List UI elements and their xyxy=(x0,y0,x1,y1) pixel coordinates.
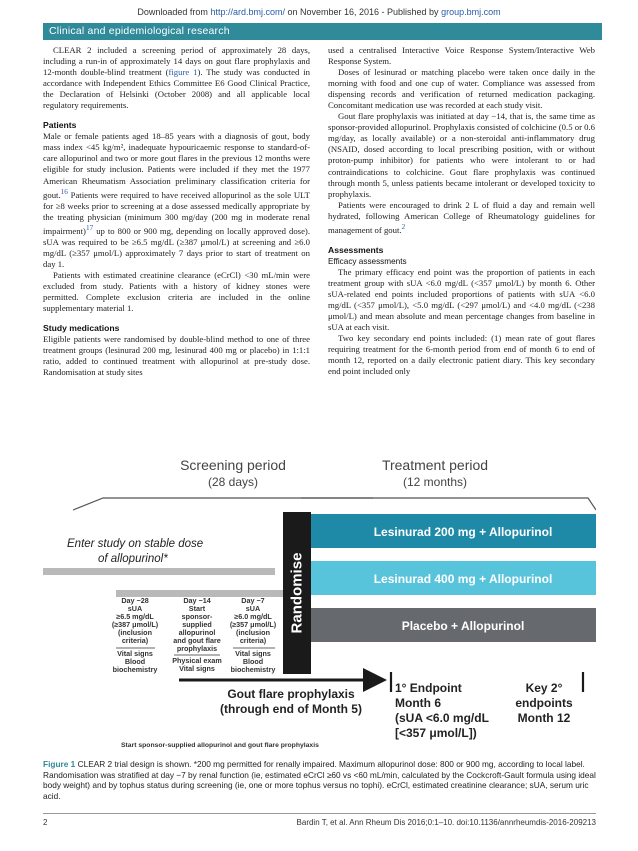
visit-day-28 xyxy=(112,596,159,674)
section-title-bar: Clinical and epidemiological research xyxy=(43,23,602,40)
treatment-period-subtitle: (12 months) xyxy=(402,475,468,489)
svg-text:Day −14: Day −14 xyxy=(183,596,211,605)
svg-text:sUA: sUA xyxy=(245,604,261,613)
patients-heading: Patients xyxy=(43,120,77,131)
svg-text:≥6.0 mg/dL: ≥6.0 mg/dL xyxy=(234,612,272,621)
svg-text:Day −28: Day −28 xyxy=(121,596,149,605)
svg-text:prophylaxis: prophylaxis xyxy=(176,644,218,653)
visit-day-14 xyxy=(172,596,222,673)
screening-bracket xyxy=(73,498,373,510)
prophylaxis-label-1: Gout flare prophylaxis xyxy=(227,687,355,701)
page-number: 2 xyxy=(43,818,48,827)
prophylaxis-label-2: (through end of Month 5) xyxy=(220,702,362,716)
primary-endpoint-1: 1° Endpoint xyxy=(395,681,462,695)
key-secondary-1: Key 2° xyxy=(525,681,563,695)
assessments-heading: Assessments xyxy=(328,244,384,255)
figure-1-link[interactable]: figure 1 xyxy=(168,67,198,78)
svg-text:Blood: Blood xyxy=(124,657,146,666)
svg-text:(≥387 μmol/L): (≥387 μmol/L) xyxy=(111,620,159,629)
svg-text:≥6.5 mg/dL: ≥6.5 mg/dL xyxy=(116,612,154,621)
svg-text:biochemistry: biochemistry xyxy=(112,665,158,674)
dosing-paragraph: Doses of lesinurad or matching placebo were taken once daily in the morning with food and one cup of water. Compliance was assessed from dispensing records and verification of returned medication packaging. Concomitant medication use was recorded at each study visit. xyxy=(328,67,595,111)
hydration-paragraph: Patients were encouraged to drink 2 L of fluid a day and remain well hydrated, following American College of Rheumatology guidelines for management of gout.$^2$ xyxy=(328,199,595,235)
arm-3-label: Placebo + Allopurinol xyxy=(401,619,525,633)
svg-text:Physical exam: Physical exam xyxy=(172,656,222,665)
svg-text:Blood: Blood xyxy=(242,657,264,666)
ref-17[interactable]: 17 xyxy=(85,223,94,232)
svg-text:Vital signs: Vital signs xyxy=(117,649,153,658)
prophylaxis-paragraph: Gout flare prophylaxis was initiated at day −14, that is, the same time as sponsor-provided allopurinol. Prophylaxis consisted of colchicine (0.5 or 0.6 mg/day, as locally available) or a non-steroidal anti-inflammatory drug (NSAID, dosed according to local prescribing position, with or without proton-pump inhibitor) for patients who were intolerant to or had contraindications to colchicine. Gout flare prophylaxis was continued through month 5, unless patients became intolerant or developed toxicity to prophylaxis. xyxy=(328,111,595,199)
ivrs-paragraph: used a centralised Interactive Voice Response System/Interactive Web Response System. xyxy=(328,45,595,67)
svg-text:(inclusion: (inclusion xyxy=(236,628,270,637)
enter-study-line1: Enter study on stable dose xyxy=(67,538,204,550)
arm-1-label: Lesinurad 200 mg + Allopurinol xyxy=(373,525,553,539)
arm-2-label: Lesinurad 400 mg + Allopurinol xyxy=(373,572,553,586)
treatment-bracket xyxy=(301,498,596,510)
svg-text:criteria): criteria) xyxy=(121,636,149,645)
figure-label: Figure 1 xyxy=(43,759,76,769)
allopurinol-bar-upper xyxy=(43,568,275,575)
efficacy-subheading: Efficacy assessments xyxy=(328,256,407,266)
ref-2[interactable]: 2 xyxy=(401,222,406,231)
svg-text:Day −7: Day −7 xyxy=(241,596,265,605)
svg-text:Vital signs: Vital signs xyxy=(235,649,271,658)
medications-paragraph: Eligible patients were randomised by double-blind method to one of three treatment groups (lesinurad 200 mg, lesinurad 400 mg or placebo) in 1:1:1 ratio, added to continued treatment with allopurinol at pre-study dose. Randomisation at study sites xyxy=(43,333,310,378)
figure-caption: Figure 1 CLEAR 2 trial design is shown. *200 mg permitted for renally impaired. Maximum allopurinol dose: 800 or 900 mg, according to local label. Randomisation was stratified at day −7 by renal function (ie, estimated eCrCl ≥60 vs <60 mL/min, calculated by the Cockcroft-Gault formula using ideal body weight) and by tophus status during screening (ie, one or more tophus versus no tophi). eCrCl, estimated creatinine clearance; sUA, serum uric acid. xyxy=(43,759,596,801)
right-column xyxy=(328,45,595,377)
exclusion-paragraph: Patients with estimated creatinine clearance (eCrCl) <30 mL/min were excluded from study. Patients with a history of kidney stones were permitted. Complete exclusion criteria are included in the online supplementary material 1. xyxy=(43,269,310,313)
footer-rule xyxy=(43,813,596,814)
svg-text:biochemistry: biochemistry xyxy=(230,665,276,674)
trial-design-figure xyxy=(43,450,596,755)
svg-text:allopurinol: allopurinol xyxy=(178,628,216,637)
ard-link[interactable]: http://ard.bmj.com/ xyxy=(210,7,285,17)
svg-text:sUA: sUA xyxy=(127,604,143,613)
left-column xyxy=(43,45,310,378)
page-footer xyxy=(43,818,596,827)
trial-design-diagram xyxy=(43,450,596,755)
study-medications-heading: Study medications xyxy=(43,322,120,333)
screening-period-title: Screening period xyxy=(180,457,286,473)
primary-endpoint-2: Month 6 xyxy=(395,696,441,710)
secondary-endpoint-paragraph: Two key secondary end points included: (1) mean rate of gout flares requiring treatment for the 6-month period from end of month 6 to end of month 12, reported on a daily electronic patient diary. This key secondary end point included only xyxy=(328,333,595,377)
svg-text:sponsor-: sponsor- xyxy=(181,612,213,621)
primary-endpoint-4: [<357 μmol/L]) xyxy=(395,726,477,740)
citation: Bardin T, et al. Ann Rheum Dis 2016;0:1–10. doi:10.1136/annrheumdis-2016-209213 xyxy=(296,818,596,827)
patients-paragraph: Male or female patients aged 18–85 years with a diagnosis of gout, body mass index <45 kg/m², inadequate hypouricaemic response to standard-of-care allopurinol and two or more gout flares in the previous 12 months were eligible for study inclusion. Patients were included if they met the 1977 American Rheumatism Association preliminary classification criteria for gout.$^{16}$ Patients were required to have received allopurinol as the sole ULT for ≥8 weeks prior to screening at a dose assessed medically appropriate by the treating physician (minimum 300 mg/day (200 mg in moderate renal impairment)$^{17}$ up to 800 or 900 mg, depending on locally approved dose). sUA was required to be ≥6.5 mg/dL (≥387 μmol/L) at screening and ≥6.0 mg/dL (≥357 μmol/L) approximately 7 days prior to start of treatment on day 1. xyxy=(43,131,310,269)
svg-text:criteria): criteria) xyxy=(239,636,267,645)
primary-endpoint-paragraph: The primary efficacy end point was the proportion of patients in each treatment group with sUA <6.0 mg/dL (<357 μmol/L) by month 6. Other sUA-related end points included proportions of patients with sUA <6.0 mg/dL (<357 μmol/L), <5.0 mg/dL (<297 μmol/L) and <4.0 mg/dL (<238 μmol/L) and mean absolute and mean percentage changes from baseline in sUA at each visit. xyxy=(328,266,595,333)
intro-paragraph: CLEAR 2 included a screening period of approximately 28 days, including a run-in of approximately 14 days on gout flare prophylaxis and 12-month double-blind treatment (figure 1). The study was conducted in accordance with Independent Ethics Committee E6 Good Clinical Practice, the Declaration of Helsinki (October 2008) and all applicable local regulatory requirements. xyxy=(43,45,311,111)
key-secondary-3: Month 12 xyxy=(517,711,571,725)
group-link[interactable]: group.bmj.com xyxy=(441,7,501,17)
visit-day-7 xyxy=(230,596,277,674)
screening-period-subtitle: (28 days) xyxy=(207,475,259,489)
svg-text:Start: Start xyxy=(188,604,206,613)
randomise-label: Randomise xyxy=(288,552,306,634)
key-secondary-2: endpoints xyxy=(515,696,573,710)
svg-text:and gout flare: and gout flare xyxy=(173,636,221,645)
start-allopurinol-note: Start sponsor-supplied allopurinol and gout flare prophylaxis xyxy=(121,742,319,749)
download-banner: Downloaded from http://ard.bmj.com/ on November 16, 2016 - Published by group.bmj.com xyxy=(137,7,501,17)
svg-text:Vital signs: Vital signs xyxy=(179,664,215,673)
svg-text:(inclusion: (inclusion xyxy=(118,628,152,637)
primary-endpoint-3: (sUA <6.0 mg/dL xyxy=(395,711,489,725)
svg-text:(≥357 μmol/L): (≥357 μmol/L) xyxy=(229,620,277,629)
svg-text:supplied: supplied xyxy=(182,620,212,629)
enter-study-line2: of allopurinol* xyxy=(98,553,168,565)
treatment-period-title: Treatment period xyxy=(381,457,489,473)
ref-16[interactable]: 16 xyxy=(60,187,68,196)
